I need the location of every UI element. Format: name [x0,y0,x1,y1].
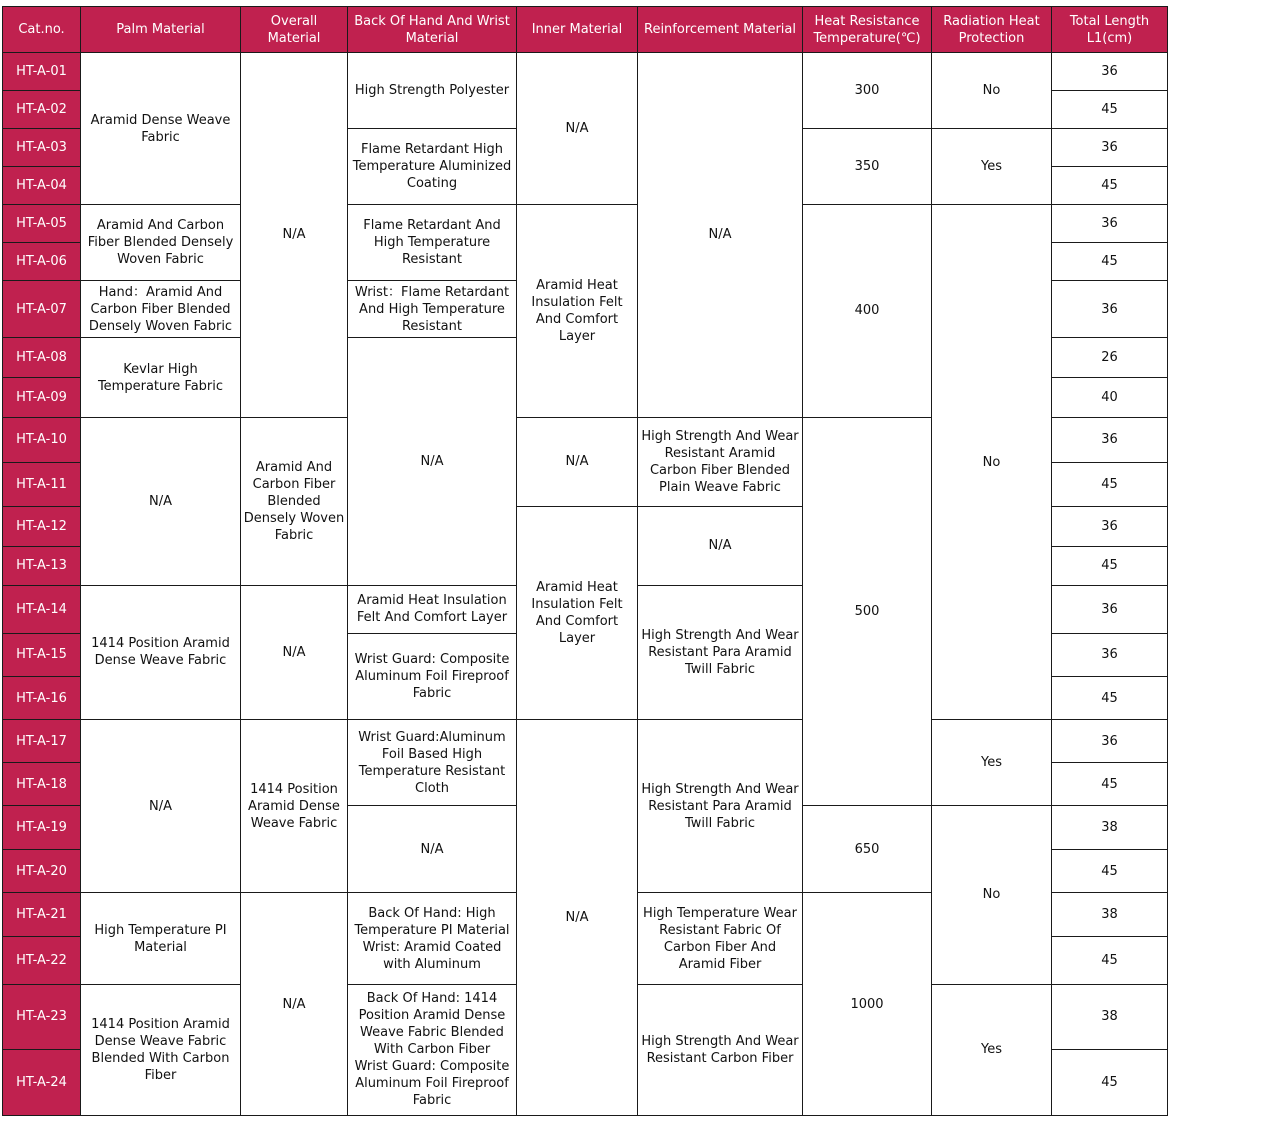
total-length-cell: 36 [1052,585,1168,633]
inner-material-cell: N/A [517,417,638,506]
cat-no-cell: HT-A-19 [3,806,81,850]
palm-material-cell: 1414 Position Aramid Dense Weave Fabric Blended With Carbon Fiber [81,984,241,1115]
radiation-protection-cell: Yes [932,129,1052,205]
cat-no-cell: HT-A-12 [3,506,81,546]
cat-no-cell: HT-A-03 [3,129,81,167]
reinforcement-material-cell: High Strength And Wear Resistant Para Aramid Twill Fabric [638,585,803,719]
back-material-cell: N/A [348,338,517,585]
radiation-protection-cell: No [932,205,1052,720]
total-length-cell: 36 [1052,720,1168,763]
header-overall-material: Overall Material [241,7,348,53]
header-total-length: Total Length L1(cm) [1052,7,1168,53]
palm-material-cell: Hand：Aramid And Carbon Fiber Blended Densely Woven Fabric [81,281,241,338]
cat-no-cell: HT-A-24 [3,1049,81,1115]
reinforcement-material-cell: High Strength And Wear Resistant Carbon Fiber [638,984,803,1115]
back-material-cell: Back Of Hand: 1414 Position Aramid Dense Weave Fabric Blended With Carbon Fiber Wrist Guard: Composite Aluminum Foil Fireproof Fabric [348,984,517,1115]
inner-material-cell: Aramid Heat Insulation Felt And Comfort Layer [517,506,638,719]
total-length-cell: 40 [1052,377,1168,417]
overall-material-cell: N/A [241,893,348,1116]
palm-material-cell: Aramid Dense Weave Fabric [81,53,241,205]
palm-material-cell: High Temperature PI Material [81,893,241,984]
heat-resistance-cell: 650 [803,806,932,893]
cat-no-cell: HT-A-15 [3,633,81,676]
table-row [3,720,1168,763]
total-length-cell: 38 [1052,984,1168,1049]
total-length-cell: 45 [1052,167,1168,205]
cat-no-cell: HT-A-16 [3,677,81,720]
heat-resistance-cell: 500 [803,417,932,806]
inner-material-cell: Aramid Heat Insulation Felt And Comfort Layer [517,205,638,417]
total-length-cell: 45 [1052,243,1168,281]
back-material-cell: Flame Retardant High Temperature Aluminized Coating [348,129,517,205]
heat-resistance-cell: 300 [803,53,932,129]
back-material-cell: N/A [348,806,517,893]
reinforcement-material-cell: High Temperature Wear Resistant Fabric Of Carbon Fiber And Aramid Fiber [638,893,803,984]
radiation-protection-cell: Yes [932,984,1052,1115]
reinforcement-material-cell: N/A [638,506,803,585]
total-length-cell: 45 [1052,462,1168,506]
inner-material-cell: N/A [517,720,638,1116]
total-length-cell: 45 [1052,763,1168,806]
total-length-cell: 38 [1052,893,1168,936]
cat-no-cell: HT-A-06 [3,243,81,281]
back-material-cell: Flame Retardant And High Temperature Resistant [348,205,517,281]
total-length-cell: 45 [1052,677,1168,720]
header-radiation-protection: Radiation Heat Protection [932,7,1052,53]
palm-material-cell: Kevlar High Temperature Fabric [81,338,241,417]
back-material-cell: High Strength Polyester [348,53,517,129]
radiation-protection-cell: No [932,806,1052,984]
total-length-cell: 45 [1052,936,1168,984]
table-header-row [3,7,1168,53]
cat-no-cell: HT-A-07 [3,281,81,338]
total-length-cell: 36 [1052,633,1168,676]
cat-no-cell: HT-A-18 [3,763,81,806]
cat-no-cell: HT-A-08 [3,338,81,377]
total-length-cell: 36 [1052,281,1168,338]
cat-no-cell: HT-A-11 [3,462,81,506]
back-material-cell: Wrist：Flame Retardant And High Temperature Resistant [348,281,517,338]
total-length-cell: 45 [1052,546,1168,585]
table-row [3,205,1168,243]
cat-no-cell: HT-A-13 [3,546,81,585]
palm-material-cell: N/A [81,417,241,585]
cat-no-cell: HT-A-05 [3,205,81,243]
back-material-cell: Back Of Hand: High Temperature PI Material Wrist: Aramid Coated with Aluminum [348,893,517,984]
palm-material-cell: N/A [81,720,241,893]
palm-material-cell: Aramid And Carbon Fiber Blended Densely Woven Fabric [81,205,241,281]
palm-material-cell: 1414 Position Aramid Dense Weave Fabric [81,585,241,719]
header-palm-material: Palm Material [81,7,241,53]
header-inner-material: Inner Material [517,7,638,53]
overall-material-cell: N/A [241,585,348,719]
radiation-protection-cell: Yes [932,720,1052,806]
product-spec-table [2,6,1168,1116]
radiation-protection-cell: No [932,53,1052,129]
total-length-cell: 38 [1052,806,1168,850]
total-length-cell: 26 [1052,338,1168,377]
header-cat-no: Cat.no. [3,7,81,53]
header-back-material: Back Of Hand And Wrist Material [348,7,517,53]
overall-material-cell: Aramid And Carbon Fiber Blended Densely Woven Fabric [241,417,348,585]
reinforcement-material-cell: High Strength And Wear Resistant Aramid Carbon Fiber Blended Plain Weave Fabric [638,417,803,506]
cat-no-cell: HT-A-04 [3,167,81,205]
heat-resistance-cell: 1000 [803,893,932,1116]
total-length-cell: 45 [1052,1049,1168,1115]
cat-no-cell: HT-A-17 [3,720,81,763]
header-heat-resistance: Heat Resistance Temperature(℃) [803,7,932,53]
heat-resistance-cell: 350 [803,129,932,205]
cat-no-cell: HT-A-01 [3,53,81,91]
cat-no-cell: HT-A-10 [3,417,81,462]
reinforcement-material-cell: High Strength And Wear Resistant Para Aramid Twill Fabric [638,720,803,893]
total-length-cell: 45 [1052,850,1168,893]
total-length-cell: 36 [1052,417,1168,462]
inner-material-cell: N/A [517,53,638,205]
table-row [3,53,1168,91]
back-material-cell: Wrist Guard:Aluminum Foil Based High Temperature Resistant Cloth [348,720,517,806]
cat-no-cell: HT-A-23 [3,984,81,1049]
total-length-cell: 45 [1052,91,1168,129]
total-length-cell: 36 [1052,205,1168,243]
overall-material-cell: 1414 Position Aramid Dense Weave Fabric [241,720,348,893]
header-reinforcement-material: Reinforcement Material [638,7,803,53]
back-material-cell: Aramid Heat Insulation Felt And Comfort Layer [348,585,517,633]
total-length-cell: 36 [1052,129,1168,167]
reinforcement-material-cell: N/A [638,53,803,418]
cat-no-cell: HT-A-09 [3,377,81,417]
overall-material-cell: N/A [241,53,348,418]
total-length-cell: 36 [1052,53,1168,91]
total-length-cell: 36 [1052,506,1168,546]
cat-no-cell: HT-A-22 [3,936,81,984]
cat-no-cell: HT-A-02 [3,91,81,129]
cat-no-cell: HT-A-20 [3,850,81,893]
cat-no-cell: HT-A-14 [3,585,81,633]
back-material-cell: Wrist Guard: Composite Aluminum Foil Fireproof Fabric [348,633,517,719]
cat-no-cell: HT-A-21 [3,893,81,936]
heat-resistance-cell: 400 [803,205,932,417]
